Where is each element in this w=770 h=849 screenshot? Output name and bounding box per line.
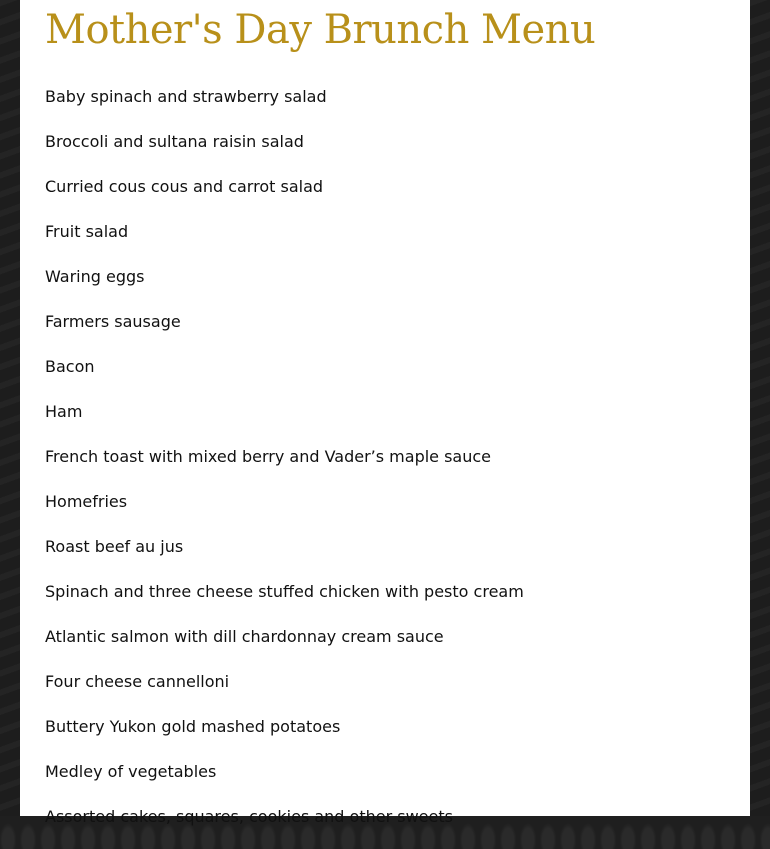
menu-item: Farmers sausage	[45, 312, 181, 331]
page-title: Mother's Day Brunch Menu	[45, 7, 596, 53]
menu-item: French toast with mixed berry and Vader’s maple sauce	[45, 447, 492, 466]
menu-item: Four cheese cannelloni	[45, 672, 230, 691]
menu-item: Buttery Yukon gold mashed potatoes	[45, 717, 341, 736]
main-content	[20, 0, 750, 826]
menu-item: Ham	[45, 402, 83, 421]
menu-item: Bacon	[45, 357, 95, 376]
menu-item: Homefries	[45, 492, 128, 511]
menu-item: Atlantic salmon with dill chardonnay cream sauce	[45, 627, 444, 646]
menu-item: Fruit salad	[45, 222, 129, 241]
decorative-background-left	[0, 0, 20, 816]
menu-item: Baby spinach and strawberry salad	[45, 87, 327, 106]
menu-item: Broccoli and sultana raisin salad	[45, 132, 304, 151]
menu-item: Spinach and three cheese stuffed chicken with pesto cream	[45, 582, 524, 601]
decorative-background-right	[750, 0, 770, 816]
menu-item: Assorted cakes, squares, cookies and other sweets	[45, 807, 453, 826]
menu-item: Roast beef au jus	[45, 537, 184, 556]
menu-item: Waring eggs	[45, 267, 145, 286]
menu-list	[45, 84, 524, 849]
menu-item: Curried cous cous and carrot salad	[45, 177, 324, 196]
menu-item: Medley of vegetables	[45, 762, 217, 781]
